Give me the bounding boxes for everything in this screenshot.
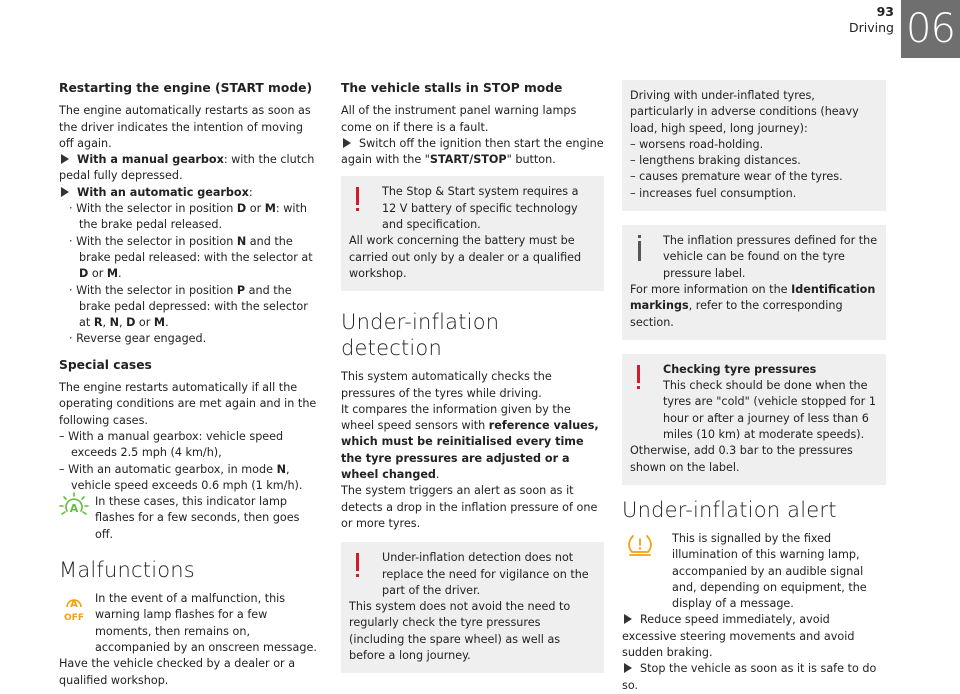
warning-exclamation-icon <box>355 553 360 579</box>
svg-text:A: A <box>70 599 78 611</box>
info-box-pressures: The inflation pressures defined for the vehicle can be found on the tyre pressure label. For more information on the Identification markings, refer to the corresponding section. <box>622 225 886 340</box>
warning-box-vigilance: Under-inflation detection does not replace the need for vigilance on the part of the driver. This system does not avoid the need to regularly check the tyre pressures (including the spare wheel) as well as before a long journey. <box>341 542 604 673</box>
dash-item: – increases fuel consumption. <box>630 186 797 200</box>
dash-item: – worsens road-holding. <box>630 137 764 151</box>
bullet-manual: With a manual gearbox: with the clutch pedal fully depressed. <box>59 153 315 183</box>
sub-item: · With the selector in position D or M: with the brake pedal released. <box>69 202 307 232</box>
stop-start-off-lamp-icon <box>61 593 87 623</box>
heading-alert: Under-inflation alert <box>622 497 837 522</box>
arrow-bullet-icon <box>61 154 69 164</box>
lamp-flash-para: A In these cases, this indicator lamp flashes for a few seconds, then goes off. <box>59 494 321 543</box>
sub-item: · With the selector in position N and the brake pedal released: with the selector at D or M. <box>69 234 313 281</box>
note-box-underinflated: Driving with under-inflated tyres, particularly in adverse conditions (heavy load, high speed, long journey): – worsens road-holding. – lengthens braking distances. – causes premature wear of the tyres. – increases fuel consumption. <box>622 80 886 211</box>
column-1 <box>59 80 321 689</box>
para-special: The engine restarts automatically if all the operating conditions are met again and in the following cases. <box>59 381 317 427</box>
sub-item: · Reverse gear engaged. <box>69 332 207 346</box>
dash-item: – With a manual gearbox: vehicle speed exceeds 2.5 mph (4 km/h), <box>59 429 284 460</box>
chapter-tab: 06 <box>901 0 960 58</box>
bullet-stop: Stop the vehicle as soon as it is safe to do so. <box>622 662 877 692</box>
heading-underinflation: Under-inflation detection <box>341 310 500 361</box>
warning-exclamation-icon <box>355 187 360 213</box>
dash-item: – lengthens braking distances. <box>630 154 801 168</box>
arrow-bullet-icon <box>343 138 351 148</box>
para-ui3: The system triggers an alert as soon as it detects a drop in the inflation pressure of one or more tyres. <box>341 484 598 530</box>
warning-exclamation-icon <box>636 365 641 391</box>
malfunction-para: A OFF In the event of a malfunction, this warning lamp flashes for a few moments, then remains on, accompanied by an onscreen message. <box>59 591 321 656</box>
sub-item: · With the selector in position P and the brake pedal depressed: with the selector at R, N, D or M. <box>69 283 308 330</box>
arrow-bullet-icon <box>61 187 69 197</box>
para-malf2: Have the vehicle checked by a dealer or a qualified workshop. <box>59 657 296 687</box>
warning-box-battery: The Stop & Start system requires a 12 V battery of specific technology and specification. All work concerning the battery must be carried out only by a dealer or a qualified workshop. <box>341 176 604 291</box>
para-restart: The engine automatically restarts as soon as the driver indicates the intention of moving off again. <box>59 104 311 150</box>
chapter-title: Driving <box>849 20 894 35</box>
heading-stalls: The vehicle stalls in STOP mode <box>341 81 563 95</box>
column-3 <box>622 80 886 694</box>
info-icon <box>636 235 642 263</box>
svg-text:A: A <box>69 502 79 516</box>
heading-restart: Restarting the engine (START mode) <box>59 81 313 95</box>
tyre-underinflation-lamp-icon <box>626 533 654 557</box>
para-stalls: All of the instrument panel warning lamps come on if there is a fault. <box>341 104 577 134</box>
warning-box-checking: Checking tyre pressures This check should be done when the tyres are "cold" (vehicle stopped for 1 hour or after a journey of less than 6 miles (10 km) at moderate speeds). Otherwise, add 0.3 bar to the pressures shown on the label. <box>622 354 886 485</box>
alert-para: This is signalled by the fixed illumination of this warning lamp, accompanied by an audible signal and, depending on equipment, the display of a message. <box>622 531 886 612</box>
column-2 <box>341 80 604 681</box>
svg-text:OFF: OFF <box>64 613 84 624</box>
bullet-switch: Switch off the ignition then start the engine again with the "START/STOP" button. <box>341 136 604 167</box>
dash-item: – causes premature wear of the tyres. <box>630 170 843 184</box>
para-ui2: It compares the information given by the wheel speed sensors with reference values, which must be reinitialised every time the tyre pressures are adjusted or a wheel changed. <box>341 402 599 482</box>
dash-item: – With an automatic gearbox, in mode N, vehicle speed exceeds 0.6 mph (1 km/h). <box>59 462 303 492</box>
arrow-bullet-icon <box>624 663 632 673</box>
heading-malfunctions: Malfunctions <box>59 558 195 583</box>
arrow-bullet-icon <box>624 614 632 624</box>
bullet-reduce: Reduce speed immediately, avoid excessive steering movements and avoid sudden braking. <box>622 613 855 660</box>
heading-special-cases: Special cases <box>59 357 152 372</box>
bullet-auto: With an automatic gearbox: <box>59 185 321 201</box>
para-ui1: This system automatically checks the pressures of the tyres while driving. <box>341 370 552 400</box>
page-number: 93 <box>876 4 894 19</box>
stop-start-green-lamp-icon <box>59 492 89 522</box>
